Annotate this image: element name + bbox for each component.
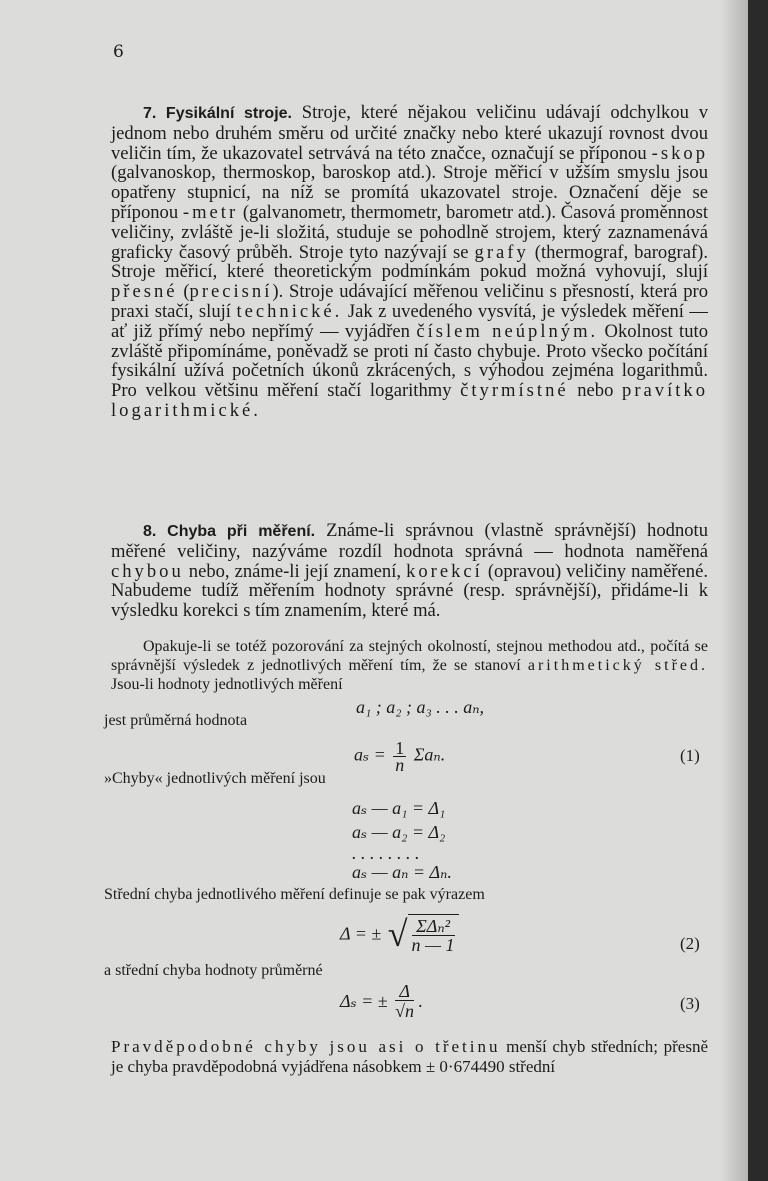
emphasis-grafy: grafy: [474, 241, 529, 263]
equation-2: Δ = ± √ ΣΔₙ² n — 1: [340, 914, 459, 954]
averaging-paragraph: Opakuje-li se totéž pozorování za stejných okolností, stejnou methodou atd., počítá se správnější výsledek z jednotlivých měření tím, že se stanoví arithmetický střed. Jsou-li hodnoty jednotlivých měření: [111, 638, 709, 693]
emphasis-technicke: technické.: [236, 300, 343, 322]
std-mean-label: a střední chyba hodnoty průměrné: [104, 962, 323, 979]
sqrt-small-icon: √: [395, 1001, 406, 1021]
emphasis-pravdepodobne: Pravděpodobné chyby jsou asi o třetinu: [111, 1037, 501, 1056]
section-7-paragraph: 7. Fysikální stroje. Stroje, které nějakou veličinu udávají odchylkou v jednom nebo druhém směru od určité značky nebo které ukazují rovnost dvou veličin tím, že ukazovatel setrvává na této značce, označují se příponou -skop (galvanoskop, thermoskop, baroskop atd.). Stroje měřicí v užším smyslu jsou opatřeny stupnicí, na níž se promítá ukazovatel stroje. Označení děje se příponou -metr (galvanometr, thermometr, barometr atd.). Časová proměnnost veličiny, zvláště je-li složitá, studuje se pohodlně strojem, který zaznamenává graficky časový průběh. Stroje tyto nazývají se grafy (thermograf, barograf). Stroje měřicí, které theoretickým podmínkám pokud možná vyhovují, slují přesné (precisní). Stroje udávající měřenou veličinu s přesností, která pro praxi stačí, slují technické. Jak z uvedeného vysvítá, je výsledek měření — ať již přímý nebo nepřímý — vyjádřen číslem neúplným. Okolnost tuto zvláště připomínáme, poněvadž se proti ní často chybuje. Proto všecko počítání fysikální užívá početních úkonů zkrácených, s výhodou zejména logarithmů. Pro velkou většinu měření stačí logarithmy čtyrmístné nebo pravítko logarithmické.: [111, 102, 708, 421]
eq3-fraction: $\frac{\Delta}{√n}$: [395, 981, 415, 1021]
emphasis-metr: -metr: [182, 201, 239, 223]
section-8-heading: 8. Chyba při měření.: [143, 523, 316, 540]
equation-2-number: (2): [680, 934, 700, 953]
equation-3-number: (3): [680, 994, 700, 1013]
page-number: 6: [113, 42, 124, 62]
probable-error-paragraph: Pravděpodobné chyby jsou asi o třetinu menší chyb středních; přesně je chyba pravděpodobná vyjádřena násobkem ± 0·674490 střední: [111, 1037, 709, 1076]
error-line-2: aₛ — a₂ = Δ₂: [352, 822, 446, 842]
sqrt-icon: √: [387, 914, 408, 954]
emphasis-chybou: chybou: [111, 560, 184, 582]
error-line-1: aₛ — a₁ = Δ₁: [352, 798, 446, 818]
eq2-fraction: ΣΔₙ² n — 1: [408, 914, 459, 954]
emphasis-cislem: číslem neúplným.: [416, 320, 599, 342]
equation-3: Δₛ = ± $\frac{\Delta}{√n}$ .: [340, 981, 424, 1021]
emphasis-pravitko: pravítko logarithmické.: [111, 380, 708, 421]
error-line-dots: . . . . . . . .: [352, 843, 420, 863]
equation-1-number: (1): [680, 746, 700, 765]
values-list: a₁ ; a₂ ; a₃ . . . aₙ,: [356, 697, 485, 717]
section-8-paragraph: 8. Chyba při měření. Známe-li správnou (vlastně správnější) hodnotu měřené veličiny, nazýváme rozdíl hodnota správná — hodnota naměřená chybou nebo, známe-li její znamení, korekcí (opravou) veličiny naměřené. Nabudeme tudíž měřením hodnoty správné (resp. správnější), přidáme-li k výsledku korekci s tím znamením, které má.: [111, 520, 708, 622]
std-error-label: Střední chyba jednotlivého měření definuje se pak výrazem: [104, 886, 485, 903]
emphasis-ctyrmistne: čtyrmístné: [460, 380, 569, 402]
errors-label: »Chyby« jednotlivých měření jsou: [104, 770, 326, 787]
emphasis-aritm-stred: arithmetický střed.: [527, 657, 709, 674]
mean-label: jest průměrná hodnota: [104, 712, 248, 729]
emphasis-korekci: korekcí: [406, 560, 483, 582]
section-7-heading: 7. Fysikální stroje.: [143, 105, 292, 122]
equation-1: aₛ = $\frac{1}{n}$ Σaₙ.: [354, 738, 446, 775]
emphasis-precisni: precisní: [189, 281, 273, 303]
eq1-fraction: $\frac{1}{n}$: [395, 738, 405, 775]
emphasis-presne: přesné: [111, 281, 178, 303]
emphasis-skop: -skop: [651, 142, 708, 164]
error-line-n: aₛ — aₙ = Δₙ.: [352, 862, 452, 882]
page-edge-shadow: [720, 0, 748, 1181]
